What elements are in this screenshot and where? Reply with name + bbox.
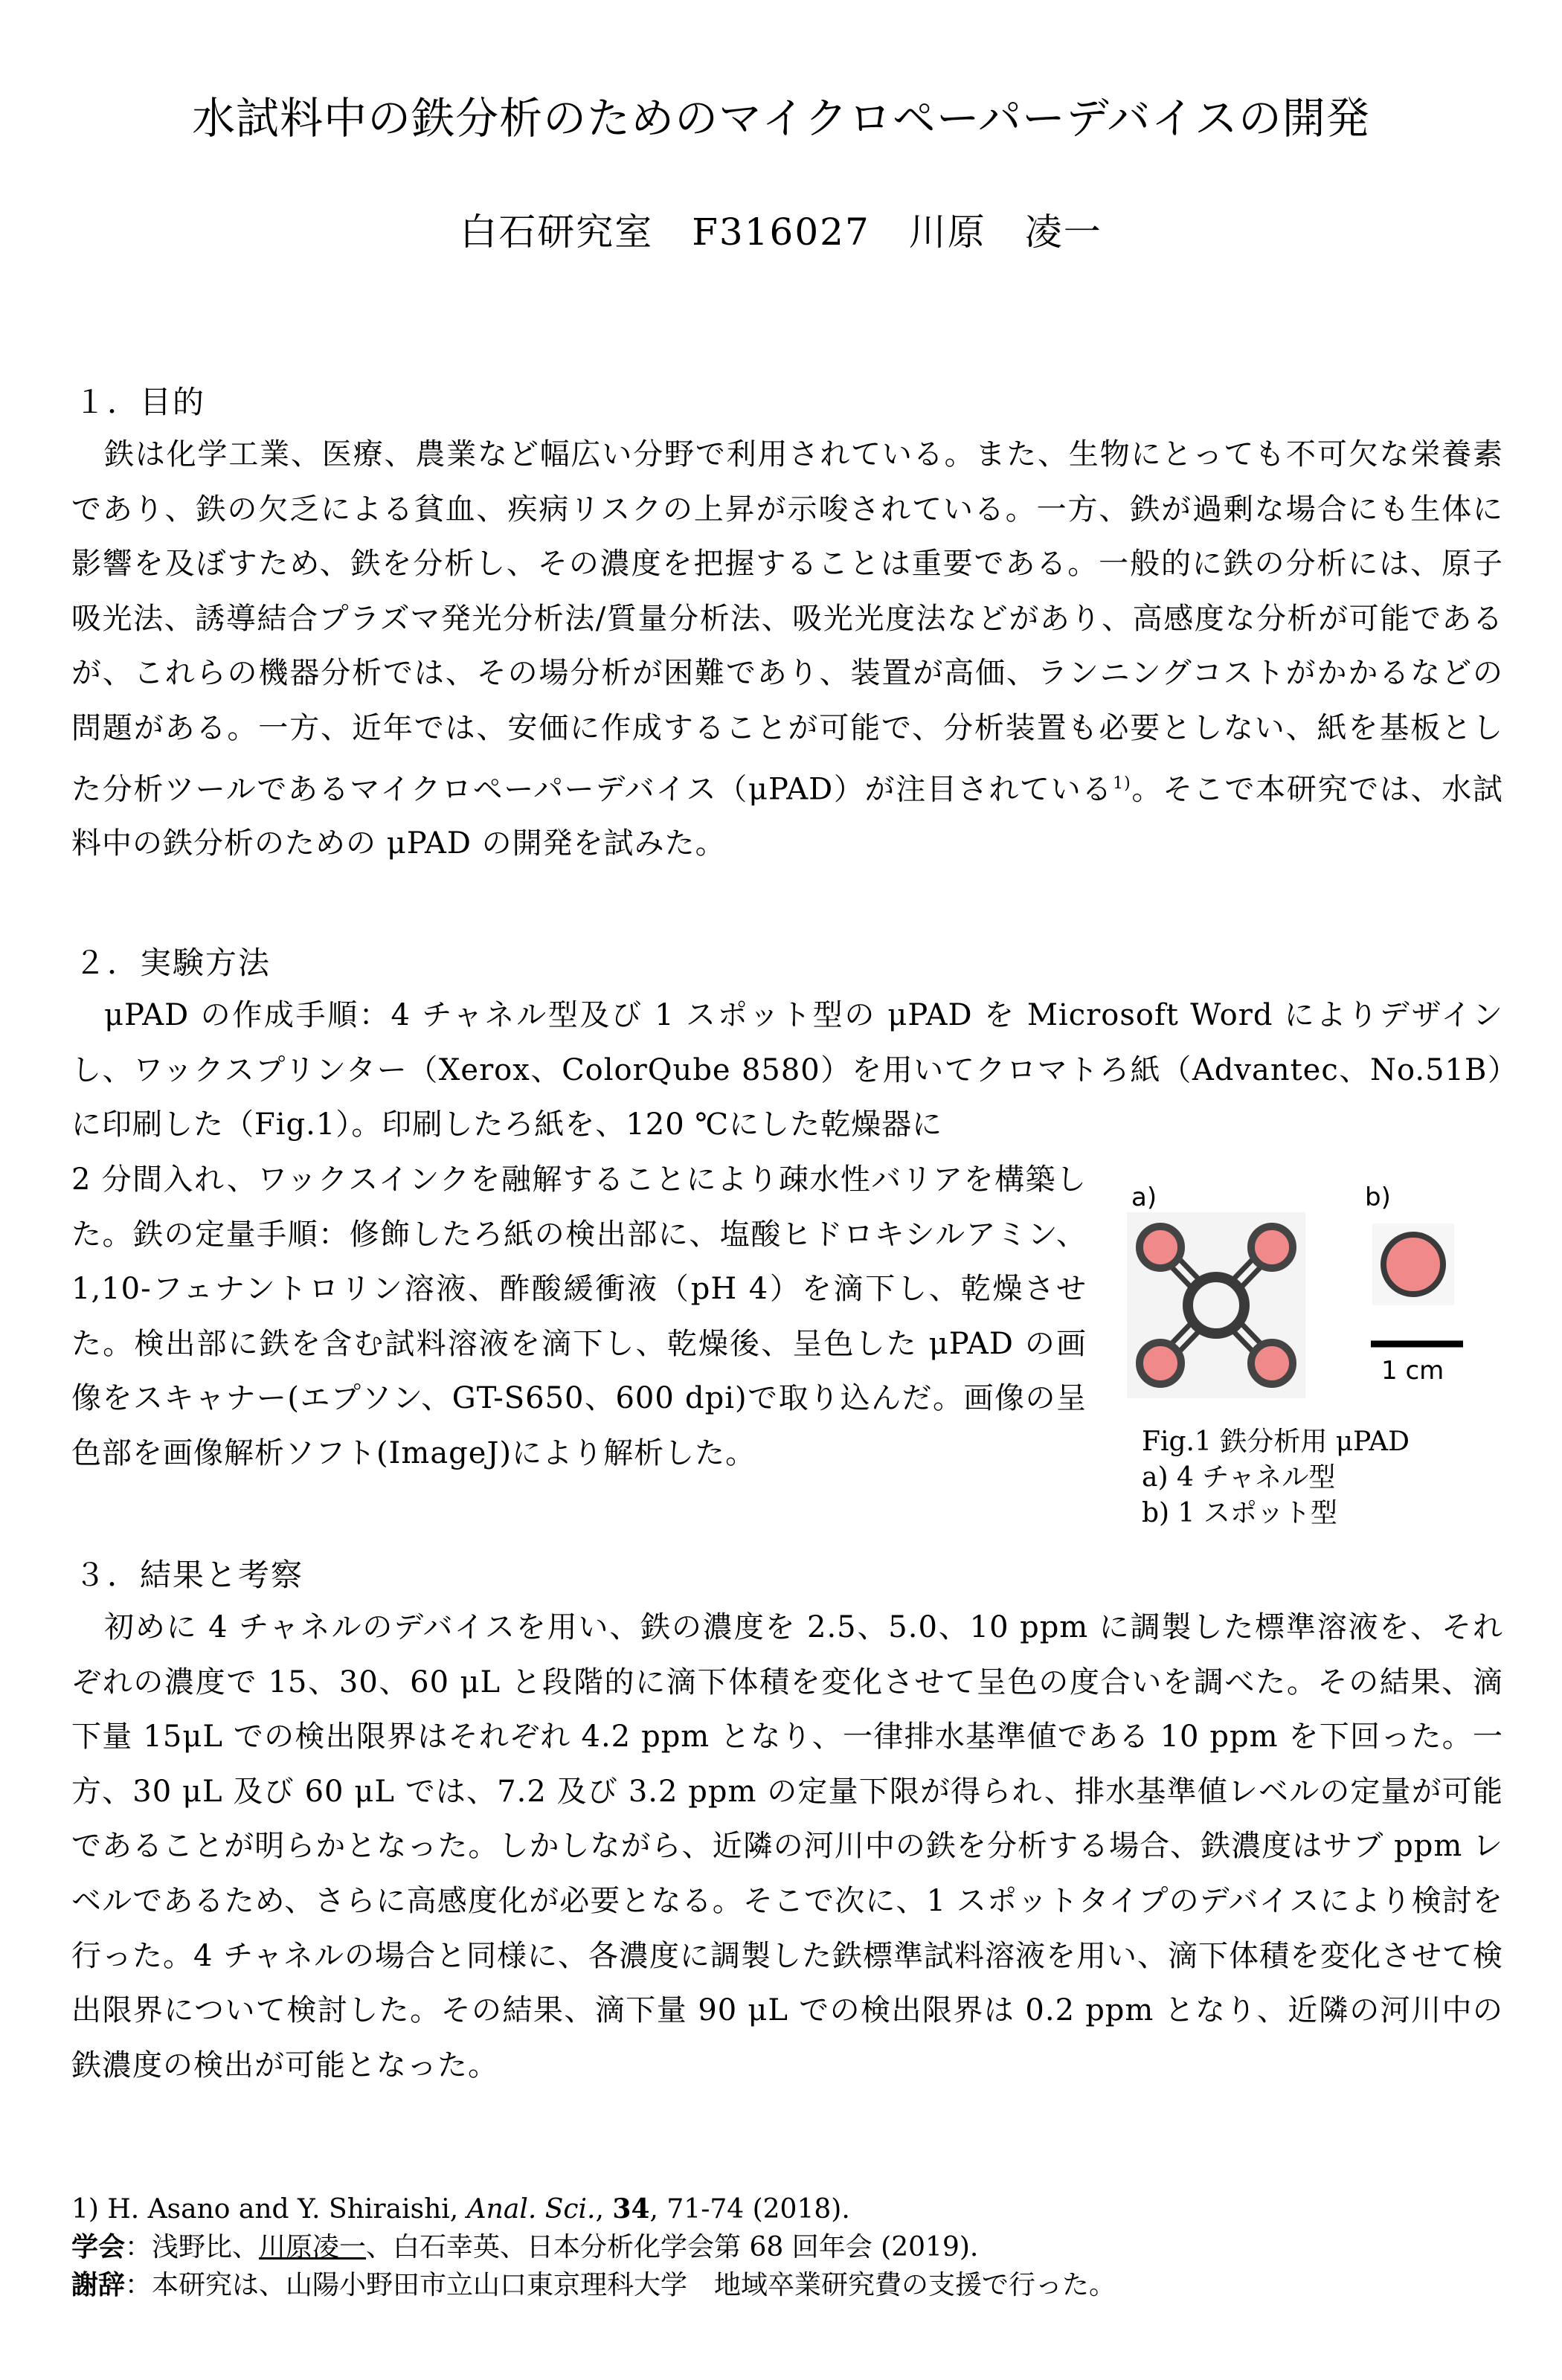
section-heading-purpose: １．目的 [74,384,206,420]
acknowledgement-label: 謝辞 [71,2269,126,2300]
ref1-authors: 1) H. Asano and Y. Shiraishi, [71,2194,467,2225]
author-line: 白石研究室 F316027 川原 凌一 [460,210,1102,254]
reference-1 [71,2190,1503,2228]
ref1-volume: 34 [612,2193,650,2225]
section-body-methods-a: μPAD の作成手順：4 チャネル型及び 1 スポット型の μPAD を Microsoft Word によりデザインし、ワックスプリンター（Xerox、ColorQube 8580）を用いてクロマトろ紙（Advantec、No.51B）に印刷した（Fig.1）。印刷したろ紙を、120 ℃にした乾燥器に [71,998,1503,1142]
acknowledgement-line [71,2266,1503,2304]
detection-spot [1251,1342,1293,1384]
conference-authors-pre: ：浅野比、 [125,2232,260,2262]
section-heading-results: ３．結果と考察 [74,1557,304,1593]
section-body-purpose [71,428,1503,872]
figure-caption [1142,1424,1410,1531]
conference-label: 学会 [71,2231,126,2262]
purpose-text-tail: 。そこで本研究では、水試料中の鉄分析のための μPAD の開発を試みた。 [71,771,1503,861]
caption-line-2: a) 4 チャネル型 [1142,1462,1336,1493]
ref1-pages: , 71-74 (2018). [649,2194,850,2225]
detection-spot [1140,1342,1181,1384]
section-body-methods-b: 2 分間入れ、ワックスインクを融解することにより疎水性バリアを構築した。鉄の定量手順：修飾したろ紙の検出部に、塩酸ヒドロキシルアミン、1,10-フェナントロリン溶液、酢酸緩衝液（pH 4）を滴下し、乾燥させた。検出部に鉄を含む試料溶液を滴下し、乾燥後、呈色した μPAD の画像をスキャナー(エプソン、GT-S650、600 dpi)で取り込んだ。画像の呈色部を画像解析ソフト(ImageJ)により解析した。 [71,1162,1087,1470]
conference-authors-post: 、白石幸英、日本分析化学会第 68 回年会 (2019). [366,2232,979,2262]
detection-spot [1140,1226,1181,1268]
detection-spot [1383,1235,1443,1294]
paper-title: 水試料中の鉄分析のためのマイクロペーパーデバイスの開発 [192,93,1370,144]
section-body-results: 初めに 4 チャネルのデバイスを用い、鉄の濃度を 2.5、5.0、10 ppm に調製した標準溶液を、それぞれの濃度で 15、30、60 μL と段階的に滴下体積を変化させて呈色の度合いを調べた。その結果、滴下量 15μL での検出限界はそれぞれ 4.2 ppm となり、一律排水基準値である 10 ppm を下回った。一方、30 μL 及び 60 μL では、7.2 及び 3.2 ppm の定量下限が得られ、排水基準値レベルの定量が可能であることが明らかとなった。しかしながら、近隣の河川中の鉄を分析する場合、鉄濃度はサブ ppm レベルであるため、さらに高感度化が必要となる。そこで次に、1 スポットタイプのデバイスにより検討を行った。4 チャネルの場合と同様に、各濃度に調製した鉄標準試料溶液を用い、滴下体積を変化させて検出限界について検討した。その結果、滴下量 90 μL での検出限界は 0.2 ppm となり、近隣の河川中の鉄濃度の検出が可能となった。 [71,1610,1503,2082]
figure-label-b: b) [1365,1183,1391,1212]
references [71,2190,1503,2304]
figure-label-a: a) [1131,1183,1157,1212]
ref1-sep: , [595,2194,613,2225]
detection-spot [1251,1226,1293,1268]
section-heading-methods: ２．実験方法 [74,945,271,981]
ref1-journal: Anal. Sci. [466,2194,596,2225]
purpose-text: 鉄は化学工業、医療、農業など幅広い分野で利用されている。また、生物にとっても不可欠な栄養素であり、鉄の欠乏による貧血、疾病リスクの上昇が示唆されている。一方、鉄が過剰な場合にも生体に影響を及ぼすため、鉄を分析し、その濃度を把握することは重要である。一般的に鉄の分析には、原子吸光法、誘導結合プラズマ発光分析法/質量分析法、吸光光度法などがあり、高感度な分析が可能であるが、これらの機器分析では、その場分析が困難であり、装置が高価、ランニングコストがかかるなどの問題がある。一方、近年では、安価に作成することが可能で、分析装置も必要としない、紙を基板とした分析ツールであるマイクロペーパーデバイス（μPAD）が注目されている [71,437,1503,806]
center-zone [1188,1277,1244,1334]
caption-line-1: Fig.1 鉄分析用 μPAD [1142,1427,1410,1457]
conference-line [71,2228,1503,2266]
conference-presenter: 川原凌一 [259,2232,367,2262]
caption-line-3: b) 1 スポット型 [1142,1498,1337,1528]
scale-label: 1 cm [1381,1356,1444,1386]
acknowledgement-text: ：本研究は、山陽小野田市立山口東京理科大学 地域卒業研究費の支援で行った。 [125,2270,1116,2300]
figure-1 [1119,1171,1491,1558]
reference-mark: 1) [1113,774,1131,793]
one-spot-device [1372,1223,1454,1305]
four-channel-device [1127,1212,1305,1398]
